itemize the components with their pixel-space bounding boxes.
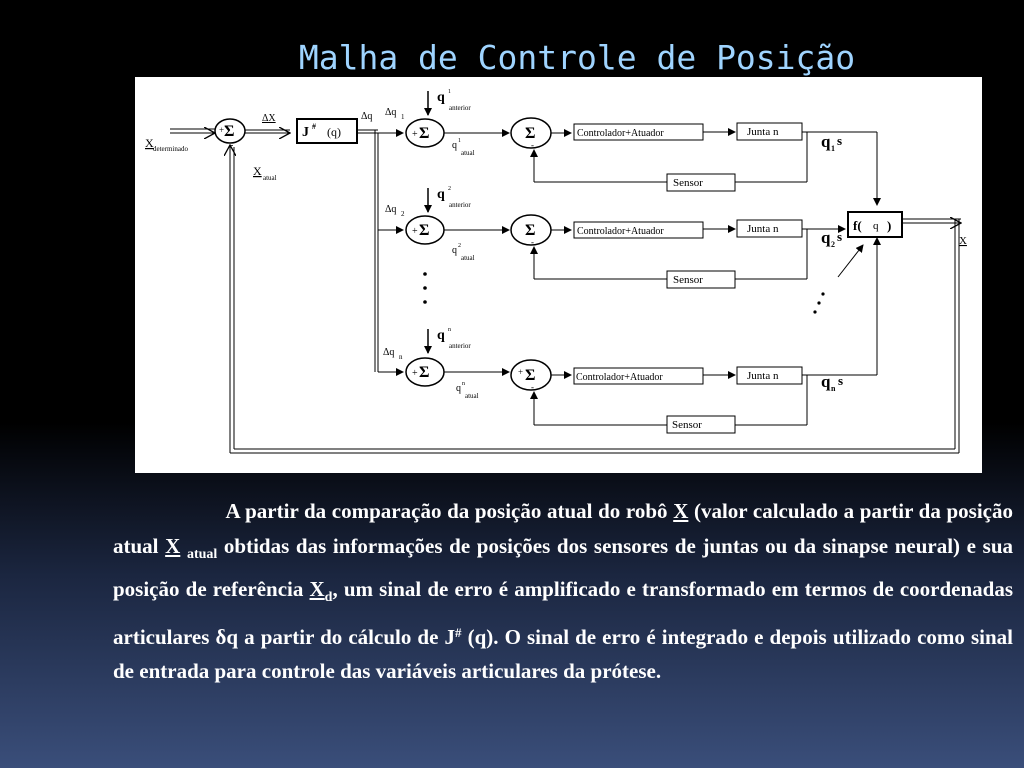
x-d-symbol: X — [309, 577, 325, 601]
svg-text:determinado: determinado — [153, 145, 188, 153]
delta-x-label: ΔX — [262, 113, 276, 124]
x-atual-label — [253, 164, 277, 182]
svg-text:q: q — [456, 383, 461, 394]
svg-text:Controlador+Atuador: Controlador+Atuador — [576, 372, 663, 383]
x-atual-symbol: X — [165, 533, 181, 558]
svg-text:): ) — [887, 218, 892, 233]
paragraph-part-6: (q). O sinal de erro é integrado e depois utilizado como sinal de entrada para controle das variáveis articulares da prótese. — [113, 624, 1013, 683]
svg-text:q: q — [821, 132, 831, 151]
description-paragraph — [113, 494, 1013, 689]
svg-text:X: X — [145, 136, 154, 150]
ellipsis-dots — [423, 272, 824, 313]
svg-text:s: s — [837, 229, 843, 244]
svg-text:q: q — [437, 187, 445, 202]
svg-text:q: q — [437, 328, 445, 343]
joint-loop-1 — [378, 89, 877, 205]
svg-text:s: s — [837, 133, 843, 148]
svg-text:1: 1 — [458, 138, 461, 144]
svg-text:atual: atual — [465, 392, 479, 400]
svg-text:+: + — [219, 125, 225, 135]
svg-text:Controlador+Atuador: Controlador+Atuador — [577, 128, 664, 139]
paragraph-part-5: a partir do cálculo de J — [238, 624, 456, 649]
paragraph-part-4: , um sinal de erro é amplificado e transformado em termos de coordenadas articulares — [113, 577, 1013, 649]
svg-text:anterior: anterior — [449, 201, 471, 209]
svg-text:atual: atual — [263, 174, 277, 182]
delta-q-label: Δq — [361, 111, 373, 122]
paragraph-part-1: A partir da comparação da posição atual do robô — [225, 499, 674, 523]
svg-text:Controlador+Atuador: Controlador+Atuador — [577, 226, 664, 237]
svg-text:n: n — [448, 327, 451, 333]
slide-title: Malha de Controle de Posição — [298, 38, 856, 77]
svg-text:Δq: Δq — [385, 107, 397, 118]
x-symbol: X — [673, 499, 689, 523]
control-loop-diagram — [135, 77, 982, 473]
svg-text:Σ: Σ — [525, 367, 536, 384]
svg-text:-: - — [531, 140, 534, 150]
svg-text:-: - — [531, 237, 534, 247]
svg-text:-: - — [531, 382, 534, 392]
svg-text:1: 1 — [448, 89, 451, 95]
svg-text:+: + — [412, 129, 418, 140]
svg-text:atual: atual — [461, 149, 475, 157]
svg-text:2: 2 — [458, 243, 461, 249]
svg-text:X: X — [253, 164, 262, 178]
svg-text:q: q — [452, 245, 457, 256]
svg-text:Σ: Σ — [419, 364, 430, 381]
svg-text:q: q — [873, 220, 879, 232]
x-output-label: X — [959, 235, 967, 247]
svg-text:s: s — [838, 373, 844, 388]
svg-text:q: q — [437, 90, 445, 105]
j-superscript: # — [455, 624, 462, 640]
svg-text:+: + — [412, 226, 418, 237]
svg-text:Sensor: Sensor — [672, 419, 702, 431]
svg-text:Sensor: Sensor — [673, 274, 703, 286]
svg-text:2: 2 — [448, 186, 451, 192]
paragraph-part-2: (valor calculado a partir da posição atual — [113, 499, 1013, 558]
svg-text:J: J — [302, 125, 309, 140]
svg-text:+: + — [518, 367, 524, 377]
svg-text:1: 1 — [401, 113, 405, 121]
svg-text:Junta n: Junta n — [747, 223, 779, 235]
svg-text:q: q — [821, 372, 831, 391]
jacobian-block — [297, 119, 357, 143]
svg-text:+: + — [412, 368, 418, 379]
delta-q-symbol: δq — [215, 624, 239, 649]
svg-text:Σ: Σ — [419, 125, 430, 142]
svg-text:-: - — [230, 140, 234, 151]
svg-text:Σ: Σ — [224, 123, 235, 140]
svg-text:Δq: Δq — [383, 347, 395, 358]
svg-text:q: q — [452, 140, 457, 151]
svg-text:Sensor: Sensor — [673, 177, 703, 189]
x-determinado-label — [145, 136, 188, 153]
svg-text:(q): (q) — [327, 125, 341, 139]
svg-text:q: q — [821, 228, 831, 247]
svg-text:n: n — [462, 381, 465, 387]
paragraph-part-3: obtidas das informações de posições dos sensores de juntas ou da sinapse neural) e sua posição de referência — [113, 533, 1013, 601]
svg-text:2: 2 — [831, 240, 835, 249]
svg-text:Δq: Δq — [385, 204, 397, 215]
svg-text:Σ: Σ — [419, 222, 430, 239]
svg-text:Σ: Σ — [525, 125, 536, 142]
svg-text:Junta n: Junta n — [747, 370, 779, 382]
svg-text:Junta n: Junta n — [747, 126, 779, 138]
svg-text:f(: f( — [853, 218, 862, 233]
svg-text:Σ: Σ — [525, 222, 536, 239]
joint-loop-2 — [378, 186, 845, 288]
x-atual-subscript: atual — [186, 546, 218, 562]
svg-text:#: # — [312, 122, 316, 131]
svg-text:n: n — [399, 353, 403, 361]
x-d-subscript: d — [324, 590, 333, 605]
svg-text:anterior: anterior — [449, 104, 471, 112]
svg-text:2: 2 — [401, 210, 405, 218]
svg-text:atual: atual — [461, 254, 475, 262]
svg-text:n: n — [831, 384, 836, 393]
fq-block — [848, 212, 902, 237]
joint-loop-n — [378, 238, 877, 433]
svg-text:anterior: anterior — [449, 342, 471, 350]
svg-text:1: 1 — [831, 144, 835, 153]
